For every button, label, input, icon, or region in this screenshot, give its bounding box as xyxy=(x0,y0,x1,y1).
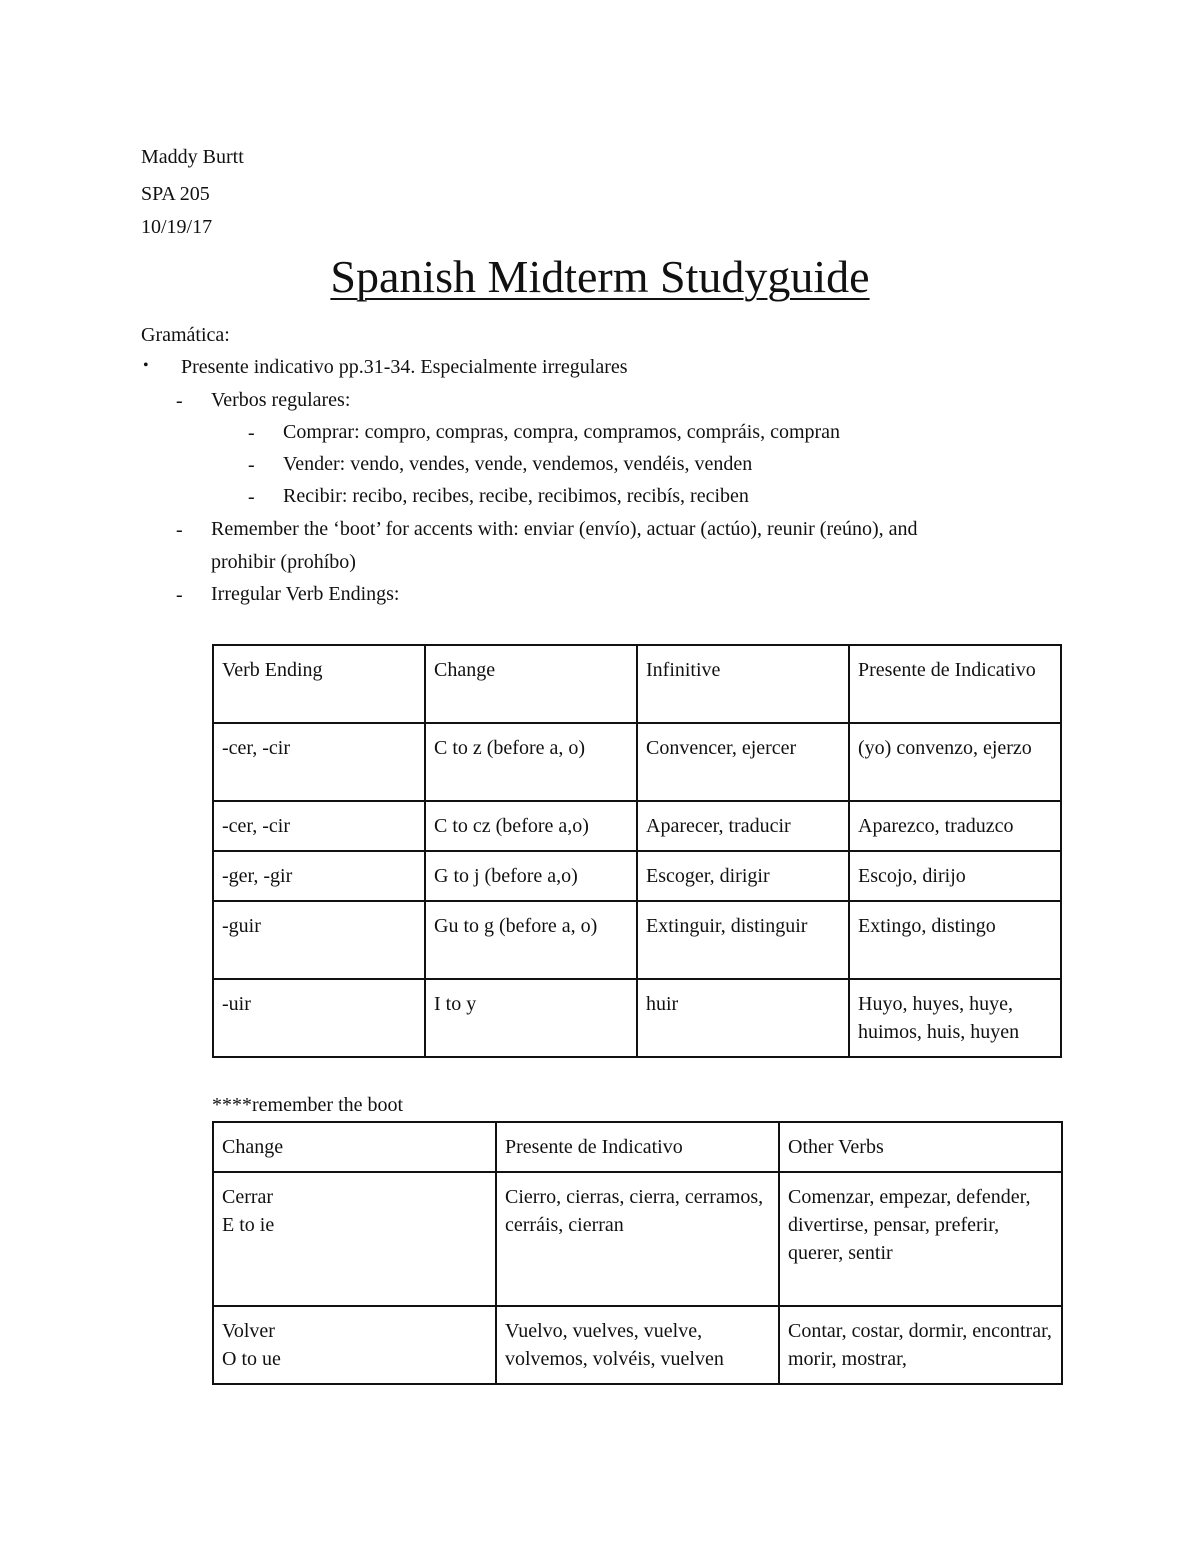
table-row xyxy=(213,1306,1062,1384)
dash-marker: - xyxy=(248,454,255,476)
table-row xyxy=(213,901,1061,979)
page-title: Spanish Midterm Studyguide xyxy=(330,251,870,302)
outline-item-comprar: Comprar: compro, compras, compra, compramos, compráis, compran xyxy=(283,421,841,443)
outline-item-boot-line1: Remember the ‘boot’ for accents with: enviar (envío), actuar (actúo), reunir (reúno), and xyxy=(211,518,918,540)
table-row xyxy=(213,979,1061,1057)
table-cell xyxy=(213,1306,496,1384)
outline-item-irregular: Irregular Verb Endings: xyxy=(211,583,400,605)
outline-item-regulares: Verbos regulares: xyxy=(211,389,351,411)
table-header-cell: Presente de Indicativo xyxy=(849,645,1061,723)
table-cell: C to z (before a, o) xyxy=(425,723,637,801)
verb-name: Cerrar xyxy=(222,1186,274,1208)
table-cell: Extingo, distingo xyxy=(849,901,1061,979)
table-header-row xyxy=(213,645,1061,723)
table-cell: Escoger, dirigir xyxy=(637,851,849,901)
table-cell: G to j (before a,o) xyxy=(425,851,637,901)
dash-marker: - xyxy=(248,422,255,444)
verb-name: Volver xyxy=(222,1320,275,1342)
table-cell: Gu to g (before a, o) xyxy=(425,901,637,979)
table-cell: -cer, -cir xyxy=(213,801,425,851)
table-header-cell: Presente de Indicativo xyxy=(496,1122,779,1172)
author-name: Maddy Burtt xyxy=(141,146,244,168)
table-header-cell: Infinitive xyxy=(637,645,849,723)
dash-marker: - xyxy=(176,390,183,412)
table-cell: Huyo, huyes, huye, huimos, huis, huyen xyxy=(849,979,1061,1057)
boot-note: ****remember the boot xyxy=(212,1094,404,1116)
bullet-marker: • xyxy=(143,357,149,374)
table-row xyxy=(213,1172,1062,1306)
table-cell: Aparecer, traducir xyxy=(637,801,849,851)
dash-marker: - xyxy=(176,584,183,606)
outline-item-vender: Vender: vendo, vendes, vende, vendemos, vendéis, venden xyxy=(283,453,753,475)
irregular-endings-table xyxy=(212,644,1062,1058)
stem-change: E to ie xyxy=(222,1214,275,1236)
table-header-cell: Change xyxy=(425,645,637,723)
table-cell: I to y xyxy=(425,979,637,1057)
table-cell: Comenzar, empezar, defender, divertirse, pensar, preferir, querer, sentir xyxy=(779,1172,1062,1306)
table-cell: Vuelvo, vuelves, vuelve, volvemos, volvéis, vuelven xyxy=(496,1306,779,1384)
boot-verbs-table xyxy=(212,1121,1063,1385)
table-cell: -cer, -cir xyxy=(213,723,425,801)
table-cell: -guir xyxy=(213,901,425,979)
course-code: SPA 205 xyxy=(141,183,210,205)
table-header-cell: Other Verbs xyxy=(779,1122,1062,1172)
table-cell: (yo) convenzo, ejerzo xyxy=(849,723,1061,801)
table-cell: Extinguir, distinguir xyxy=(637,901,849,979)
table-cell: huir xyxy=(637,979,849,1057)
table-cell xyxy=(213,1172,496,1306)
table-row xyxy=(213,851,1061,901)
document-date: 10/19/17 xyxy=(141,216,213,238)
table-cell: Convencer, ejercer xyxy=(637,723,849,801)
table-header-cell: Verb Ending xyxy=(213,645,425,723)
table-row xyxy=(213,801,1061,851)
table-cell: C to cz (before a,o) xyxy=(425,801,637,851)
table-cell: -uir xyxy=(213,979,425,1057)
dash-marker: - xyxy=(176,519,183,541)
table-cell: Contar, costar, dormir, encontrar, morir, mostrar, xyxy=(779,1306,1062,1384)
table-cell: Escojo, dirijo xyxy=(849,851,1061,901)
outline-item-recibir: Recibir: recibo, recibes, recibe, recibimos, recibís, reciben xyxy=(283,485,749,507)
section-label: Gramática: xyxy=(141,324,230,346)
dash-marker: - xyxy=(248,486,255,508)
table-cell: -ger, -gir xyxy=(213,851,425,901)
stem-change: O to ue xyxy=(222,1348,281,1370)
table-header-cell: Change xyxy=(213,1122,496,1172)
outline-item-presente: Presente indicativo pp.31-34. Especialmente irregulares xyxy=(181,356,628,378)
table-row xyxy=(213,723,1061,801)
table-header-row xyxy=(213,1122,1062,1172)
table-cell: Cierro, cierras, cierra, cerramos, cerráis, cierran xyxy=(496,1172,779,1306)
outline-item-boot-line2: prohibir (prohíbo) xyxy=(211,551,356,573)
table-cell: Aparezco, traduzco xyxy=(849,801,1061,851)
